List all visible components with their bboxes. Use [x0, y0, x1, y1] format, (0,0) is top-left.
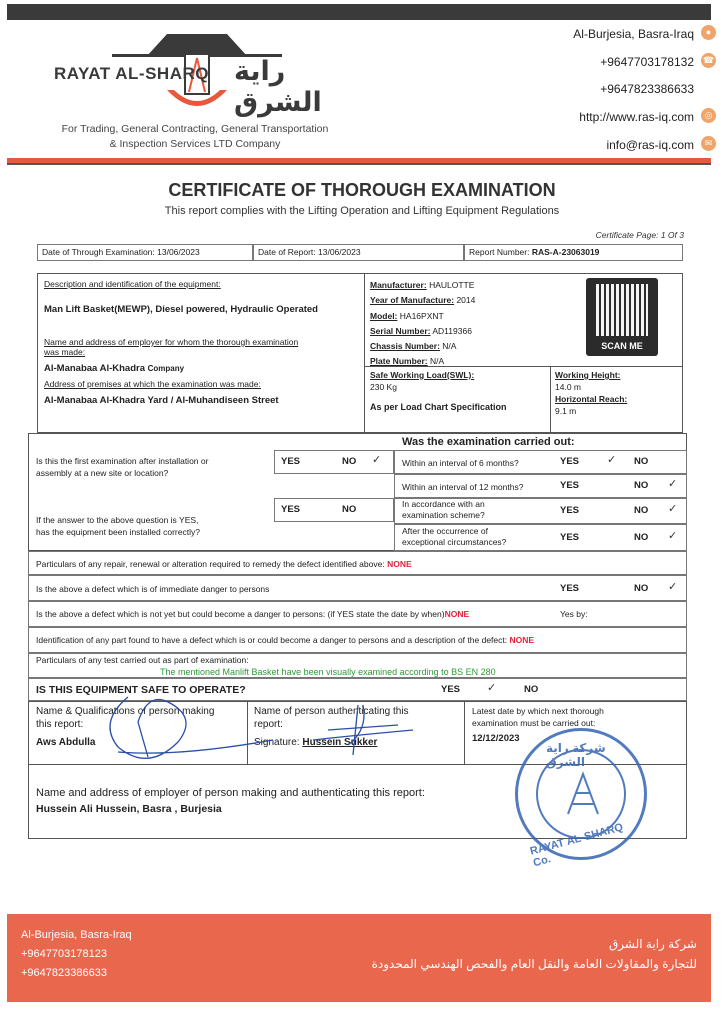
contact-email: info@ras-iq.com ✉ — [606, 138, 694, 152]
certificate-title: CERTIFICATE OF THOROUGH EXAMINATION — [168, 180, 556, 200]
interval-12-yes[interactable]: YES — [560, 480, 580, 491]
q1-no[interactable]: NO — [342, 456, 357, 467]
exceptional-no-tick: ✓ — [668, 530, 678, 542]
q1-yes[interactable]: YES — [281, 456, 301, 467]
yes-by-label: Yes by: — [560, 609, 588, 619]
next-exam-date: 12/12/2023 — [472, 733, 520, 744]
employer-person-value: Hussein Ali Hussein, Basra , Burjesia — [36, 803, 222, 815]
q2-no[interactable]: NO — [342, 504, 357, 515]
q2-yes[interactable]: YES — [281, 504, 301, 515]
auth-signature-scribble-icon — [308, 700, 418, 760]
load-chart-spec: As per Load Chart Specification — [370, 402, 507, 412]
safe-to-operate-label: IS THIS EQUIPMENT SAFE TO OPERATE? — [36, 684, 246, 696]
interval-12-no[interactable]: NO — [634, 480, 649, 491]
interval-6-yes-tick: ✓ — [607, 454, 617, 466]
immediate-yes[interactable]: YES — [560, 583, 580, 594]
interval-6-no[interactable]: NO — [634, 456, 649, 467]
immediate-no[interactable]: NO — [634, 583, 649, 594]
footer-arabic-name: شركة راية الشرق للتجارة والمقاولات العامة والنقل العام والفحص الهندسي المحدودة — [371, 937, 697, 971]
carried-out-title: Was the examination carried out: — [402, 436, 575, 448]
interval-12-no-tick: ✓ — [668, 478, 678, 490]
safe-yes[interactable]: YES — [441, 684, 461, 695]
exceptional-no[interactable]: NO — [634, 532, 649, 543]
maker-label: Name & Qualifications of person making this report: — [36, 706, 215, 730]
logo-text-en: RAYAT AL-SHARQ — [54, 64, 209, 83]
location-icon: ● — [701, 25, 716, 40]
future-danger-label: Is the above a defect which is not yet but could become a danger to persons: (if YES state the date by when)NONE — [36, 609, 470, 619]
contact-address: Al-Burjesia, Basra-Iraq ● — [573, 27, 694, 41]
swl-block: Safe Working Load(SWL): 230 Kg — [370, 370, 475, 392]
auth-signature: Signature: Hussein Sukker — [254, 737, 378, 748]
globe-icon: ◎ — [701, 108, 716, 123]
report-number-cell: Report Number: RAS-A-23063019 — [464, 244, 683, 261]
installed-correctly-question: If the answer to the above question is YES, has the equipment been installed correctly? — [36, 515, 200, 537]
footer-contact: Al-Burjesia, Basra-Iraq +9647703178123 +9647823386633 — [21, 929, 132, 979]
auth-label: Name of person authenticating this report: — [254, 706, 409, 730]
safe-no[interactable]: NO — [524, 684, 539, 695]
employer-person-label: Name and address of employer of person making and authenticating this report: — [36, 787, 425, 799]
employer-label: Name and address of employer for whom the thorough examination was made: — [44, 337, 299, 357]
equipment-desc-value: Man Lift Basket(MEWP), Diesel powered, Hydraulic Operated — [44, 304, 318, 315]
immediate-no-tick: ✓ — [668, 581, 678, 593]
certificate-subtitle: This report complies with the Lifting Operation and Lifting Equipment Regulations — [164, 205, 560, 217]
premises-value: Al-Manabaa Al-Khadra Yard / Al-Muhandiseen Street — [44, 395, 279, 406]
equipment-desc-label: Description and identification of the equipment: — [44, 279, 221, 289]
equipment-specs: Manufacturer: HAULOTTE Year of Manufacture: 2014 Model: HA16PXNT Serial Number: AD119366 Chassis Number: N/A Plate Number: N/A — [370, 280, 476, 367]
contact-website: http://www.ras-iq.com ◎ — [579, 110, 694, 124]
top-bar — [7, 4, 711, 20]
interval-6-label: Within an interval of 6 months? — [402, 458, 519, 468]
next-exam-label: Latest date by which next thorough examination must be carried out: — [472, 706, 604, 728]
certificate-page-number: Certificate Page: 1 Of 3 — [595, 230, 684, 240]
signature-scribble-icon — [88, 682, 278, 772]
logo-text-ar: راية الشرق — [234, 56, 322, 117]
company-tagline: For Trading, General Contracting, General Transportation & Inspection Services LTD Company — [61, 123, 329, 150]
scheme-no[interactable]: NO — [634, 505, 649, 516]
safe-yes-tick: ✓ — [487, 682, 497, 694]
exam-date-cell: Date of Through Examination: 13/06/2023 — [37, 244, 253, 261]
contact-phone-1: +9647703178132 ☎ — [600, 55, 715, 69]
interval-6-yes[interactable]: YES — [560, 456, 580, 467]
report-date-cell: Date of Report: 13/06/2023 — [253, 244, 464, 261]
qr-code-icon — [596, 284, 648, 336]
company-logo — [52, 26, 342, 121]
header-divider-dark — [7, 163, 711, 165]
phone-icon: ☎ — [701, 53, 716, 68]
exceptional-yes[interactable]: YES — [560, 532, 580, 543]
interval-12-label: Within an interval of 12 months? — [402, 482, 524, 492]
contact-phone-2: +9647823386633 — [600, 82, 694, 96]
company-stamp: شركة راية الشرق RAYAT AL-SHARQ Co. — [515, 728, 647, 860]
employer-name: Al-Manabaa Al-Khadra Company — [44, 363, 185, 374]
scheme-no-tick: ✓ — [668, 503, 678, 515]
qr-code[interactable]: SCAN ME — [586, 278, 658, 356]
exceptional-label: After the occurrence of exceptional circumstances? — [402, 526, 507, 547]
immediate-danger-label: Is the above a defect which is of immediate danger to persons — [36, 584, 270, 594]
repair-label: Particulars of any repair, renewal or alteration required to remedy the defect identified above: NONE — [36, 559, 412, 569]
stamp-derrick-icon — [558, 769, 608, 819]
working-dimensions: Working Height: 14.0 m Horizontal Reach: 9.1 m — [555, 370, 628, 416]
identification-label: Identification of any part found to have a defect which is or could become a danger to persons and a description of the defect: NONE — [36, 635, 535, 645]
footer-bar — [7, 914, 711, 1002]
first-exam-question: Is this the first examination after installation or assembly at a new site or location? — [36, 456, 209, 478]
maker-name: Aws Abdulla — [36, 737, 96, 748]
scheme-yes[interactable]: YES — [560, 505, 580, 516]
premises-label: Address of premises at which the examination was made: — [44, 379, 261, 389]
email-icon: ✉ — [701, 136, 716, 151]
q1-no-tick: ✓ — [372, 454, 382, 466]
scheme-label: In accordance with an examination scheme? — [402, 499, 485, 520]
tests-label: Particulars of any test carried out as part of examination: — [36, 655, 249, 665]
tests-value: The mentioned Manlift Basket have been visually examined according to BS EN 280 — [160, 667, 496, 677]
